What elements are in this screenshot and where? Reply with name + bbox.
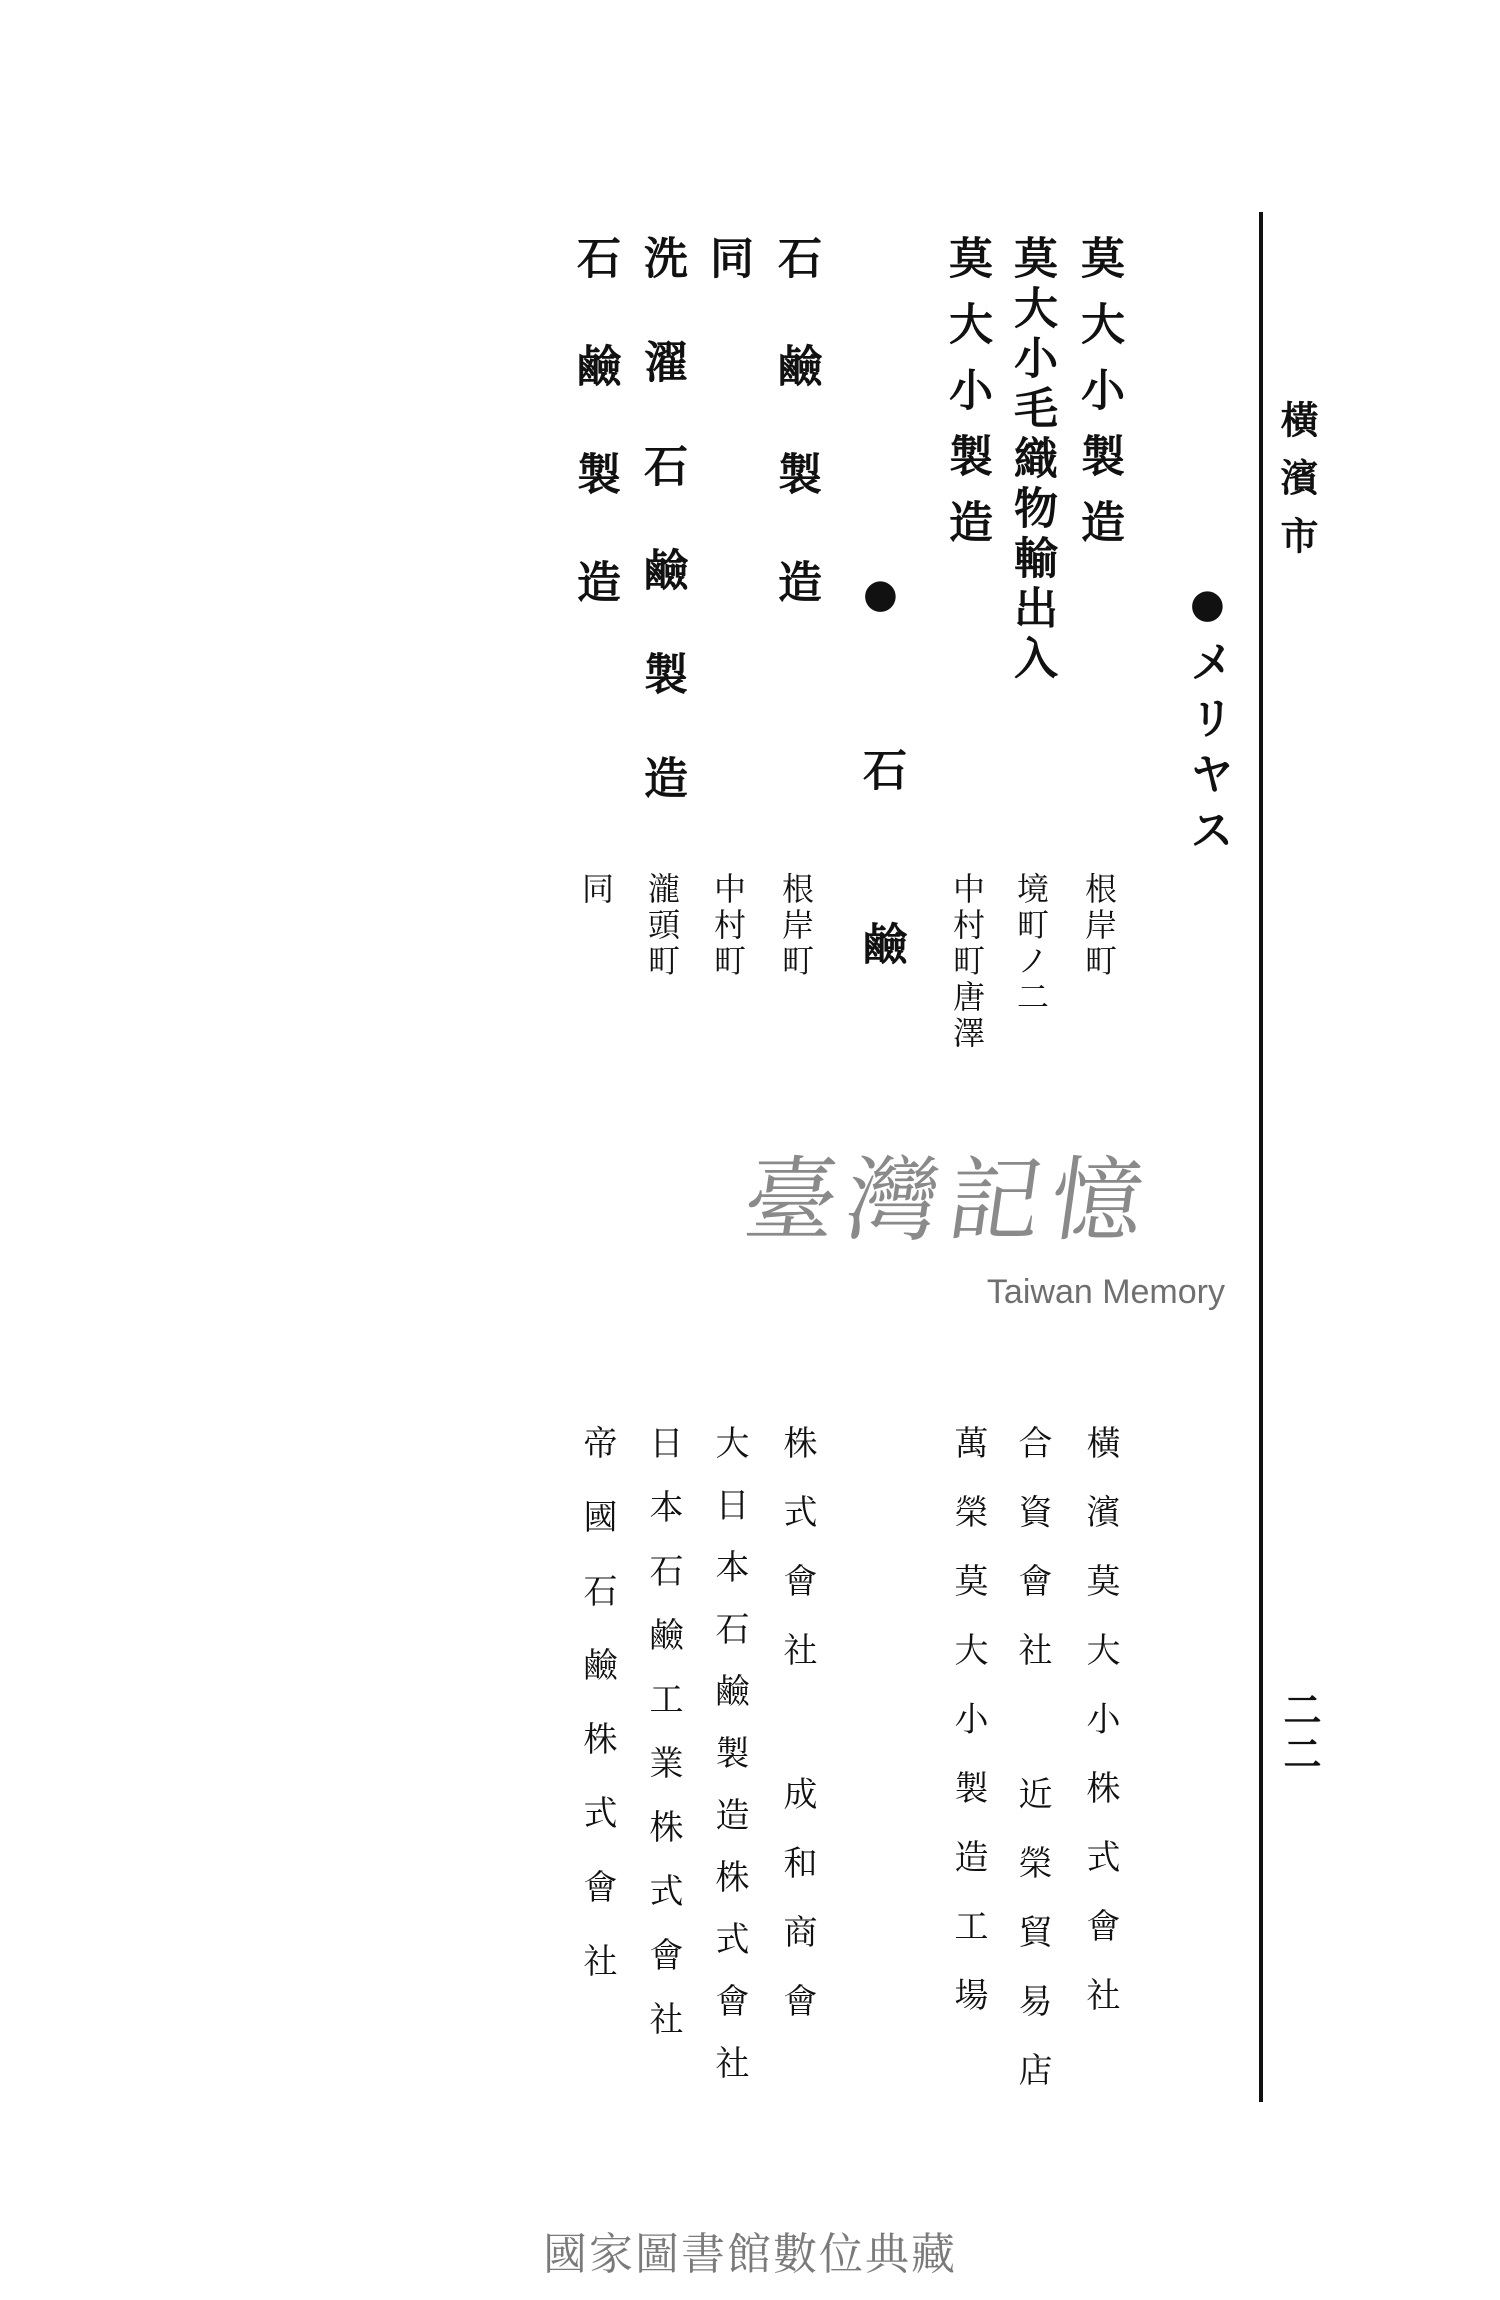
entry-name: 石鹼製造 <box>770 235 821 667</box>
footer-archive-label: 國家圖書館數位典藏 <box>543 2229 957 2280</box>
entry-name: 同 <box>702 235 753 279</box>
firm-name: 橫濱莫大小株式會社 <box>1080 1425 1120 2046</box>
entry-address: 根岸町 <box>1080 872 1118 980</box>
running-head: 橫濱市 <box>1274 400 1319 574</box>
entry-address: 中村町唐澤 <box>948 872 986 1052</box>
entry-name: 石鹼製造 <box>569 235 620 667</box>
margin-rule <box>1259 212 1263 2102</box>
entry-name: 洗濯石鹼製造 <box>636 235 687 859</box>
firm-name: 合資會社 近榮貿易店 <box>1012 1425 1052 2121</box>
entry-address: 中村町 <box>709 872 747 980</box>
watermark-logo <box>737 1147 1225 1325</box>
firm-name: 大日本石鹼製造株式會社 <box>709 1425 749 2107</box>
entry-address: 同 <box>577 872 615 908</box>
watermark-chinese: 臺灣記憶 <box>737 1147 1161 1254</box>
firm-name: 帝國石鹼株式會社 <box>577 1425 617 2017</box>
section-heading-soap: ●石鹼 <box>855 570 906 1095</box>
bullet-icon: ● <box>857 570 904 747</box>
entry-address: 根岸町 <box>777 872 815 980</box>
entry-name: 莫大小製造 <box>941 235 992 565</box>
firm-name: 日本石鹼工業株式會社 <box>643 1425 683 2065</box>
firm-name: 株式會社 成和商會 <box>777 1425 817 2052</box>
section-heading-meriyasu: ●メリヤス <box>1182 580 1233 863</box>
entry-address: 境町ノ二 <box>1012 872 1050 1016</box>
entry-name: 莫大小毛織物輸出入 <box>1006 235 1057 685</box>
bullet-icon: ● <box>1184 580 1231 639</box>
watermark-english: Taiwan Memory <box>986 1273 1225 1311</box>
entry-name: 莫大小製造 <box>1073 235 1124 565</box>
page-number: 二二 <box>1277 1690 1322 1778</box>
entry-address: 瀧頭町 <box>643 872 681 980</box>
firm-name: 萬榮莫大小製造工場 <box>948 1425 988 2046</box>
